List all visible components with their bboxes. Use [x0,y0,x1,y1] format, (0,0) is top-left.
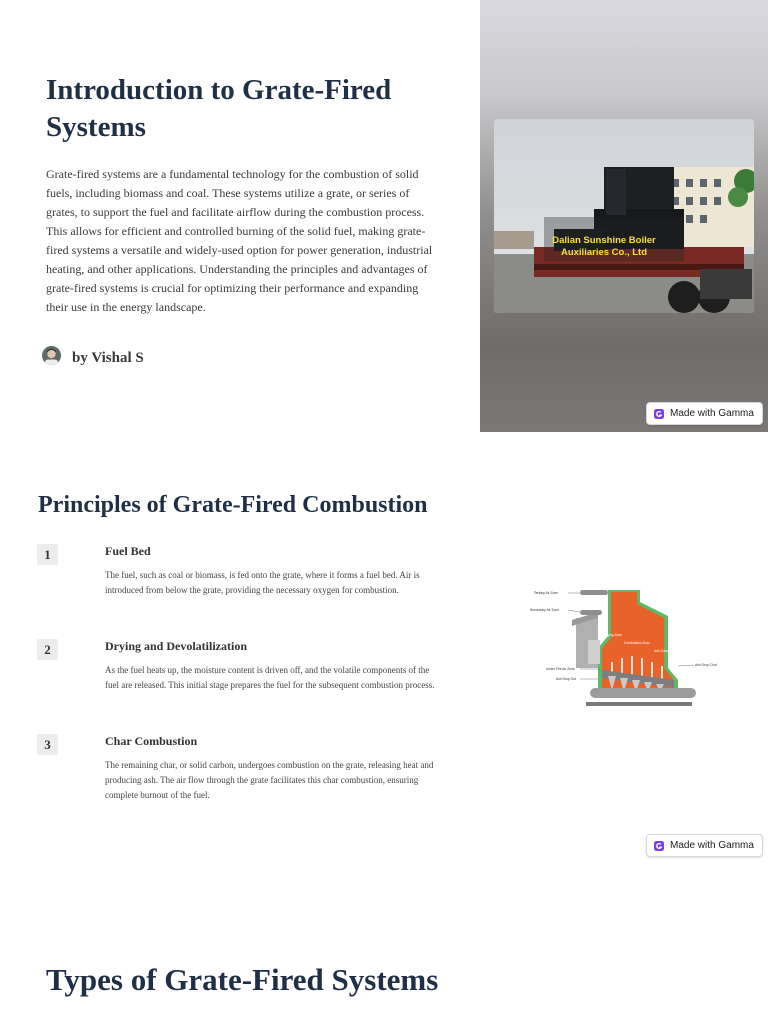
diagram-label-combustion: Combustion Zone [624,641,651,645]
slide-types [0,864,768,1024]
slide-title: Principles of Grate-Fired Combustion [38,492,428,518]
slide-title: Introduction to Grate-Fired Systems [46,74,392,143]
step-title: Drying and Devolatilization [105,639,248,653]
slide-body-text: Grate-fired systems are a fundamental technology for the combustion of solid fuels, including biomass and coal. These systems utilize a grate, or series of grates, to support the fuel and facilitate airflow during the combustion process. This allows for efficient and controlled burning of the solid fuel, making grate-fired systems a versatile and widely-used option for power generation, industrial heating, and other applications. Understanding the principles and advantages of grate-fired systems is crucial for optimizing their performance and expanding their use in the energy landscape. [46,167,433,314]
step-number: 1 [37,544,58,565]
diagram-label-secondary: Secondary Air Zone [530,608,559,612]
author-name: by Vishal S [72,350,144,366]
slide-principles [0,432,768,864]
step-text: The remaining char, or solid carbon, undergoes combustion on the grate, releasing heat and producing ash. The air flow through the grate facilitates this char combustion, ensuring complete burnout of the fuel. [105,760,434,800]
gamma-logo-icon [654,841,664,851]
gamma-logo-icon [654,409,664,419]
step-number: 2 [37,639,58,660]
diagram-label-drying: Drying Zone [604,633,622,637]
slide-title: Types of Grate-Fired Systems [46,962,439,997]
diagram-label-ash-zone: Ash Zone [654,649,669,653]
author-byline [42,346,144,365]
gamma-badge-label: Made with Gamma [670,408,754,419]
diagram-label-ash-drop-chute: Ash Drop Chut [695,663,717,667]
photo-caption-line-2: Auxiliaries Co., Ltd [560,247,648,258]
avatar [42,346,61,365]
diagram-label-tertiary: Tertiary Air Zone [534,591,559,595]
slide-introduction [0,0,768,432]
gamma-badge-label: Made with Gamma [670,840,754,851]
grate-furnace-diagram [528,588,720,710]
step-title: Char Combustion [105,734,198,748]
step-title: Fuel Bed [105,544,151,558]
boiler-truck-photo [494,119,754,313]
step-text: As the fuel heats up, the moisture content is driven off, and the volatile components of the fuel are released. This initial stage prepares the fuel for the subsequent combustion process. [105,665,435,690]
photo-caption-line-1: Dalian Sunshine Boiler [552,235,656,246]
diagram-label-ash-drop-out: Ash Drop Out [556,677,576,681]
made-with-gamma-badge[interactable] [646,834,763,857]
diagram-label-under-fire: Under Fire Air Zone [546,667,575,671]
made-with-gamma-badge[interactable] [646,402,763,425]
step-number: 3 [37,734,58,755]
hero-image-panel [480,0,768,432]
step-text: The fuel, such as coal or biomass, is fed onto the grate, where it forms a fuel bed. Air is introduced from below the grate, providing the necessary oxygen for combustion. [105,570,420,595]
